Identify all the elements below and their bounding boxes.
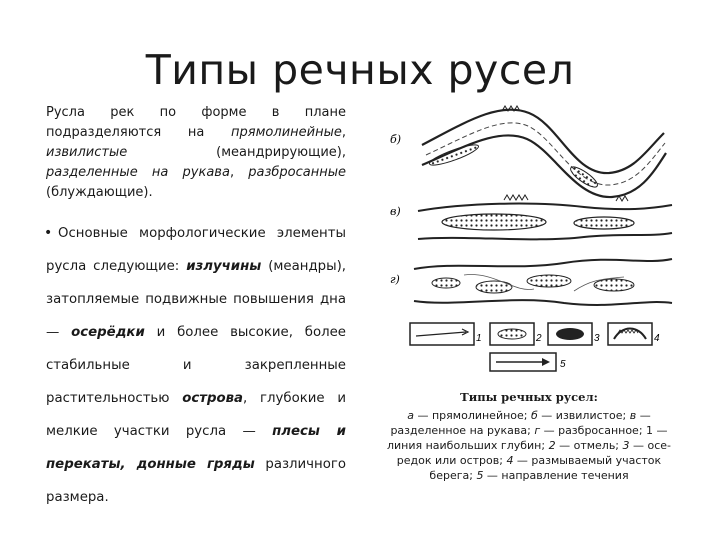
legend-3: 3: [594, 333, 600, 344]
legend-4: 4: [654, 333, 660, 344]
caption-letter: б: [531, 409, 538, 422]
bullet-text: (меандры), затопляемые подвижные повышения дна —: [46, 259, 347, 340]
branched-channel: [390, 195, 672, 239]
intro-text: (блуждающие).: [46, 185, 153, 200]
caption-number: 4: [506, 454, 514, 467]
caption-text: — разделенное на рукава;: [390, 409, 651, 437]
bullet-text: и более высокие, более стабильные и закрепленные растительностью: [46, 325, 346, 406]
term-straight: прямолинейные: [231, 125, 342, 140]
term-meanders: излучины: [186, 259, 262, 274]
caption-letter: г: [534, 424, 541, 437]
term-pools-riffles: плесы и перекаты, донные гряды: [46, 424, 347, 472]
label-b: б): [390, 133, 402, 146]
figure-caption-title: Типы речных русел:: [460, 390, 598, 404]
bullet-item: [46, 217, 346, 514]
bullet-paragraph: [46, 217, 346, 514]
intro-text: (меандрирующие),: [127, 145, 346, 160]
figure-caption: [384, 408, 674, 483]
text-column: [46, 103, 346, 514]
label-g: г): [390, 273, 400, 286]
river-channel-figure: [384, 103, 674, 375]
caption-number: 2: [548, 439, 556, 452]
caption-text: — осе-редок или остров;: [396, 439, 672, 467]
braided-channel: [390, 259, 672, 305]
term-branched: разделенные на рукава: [46, 165, 230, 180]
meandering-channel: [390, 106, 666, 201]
bullet-text: различного размера.: [46, 457, 346, 505]
bullet-text: , глубокие и мелкие участки русла —: [46, 391, 346, 439]
term-braided: разбросанные: [248, 165, 346, 180]
caption-number: 5: [476, 469, 484, 482]
figure-legend: [410, 323, 660, 371]
intro-paragraph: [46, 103, 346, 203]
label-v: в): [390, 205, 401, 218]
term-meandering: извилистые: [46, 145, 128, 160]
legend-5: 5: [560, 359, 566, 370]
caption-text: — размываемый участок берега;: [429, 454, 662, 482]
caption-number: 3: [622, 439, 630, 452]
legend-1: 1: [476, 333, 482, 344]
bullet-marker: •: [44, 225, 53, 241]
caption-text: — разбросанное; 1 — линия наибольших глубин;: [386, 424, 668, 452]
caption-text: — отмель;: [555, 439, 623, 452]
caption-letter: в: [629, 409, 637, 422]
bullet-text: Основные морфологические элементы русла следующие:: [46, 226, 346, 274]
term-shoals: осерёдки: [71, 325, 145, 340]
intro-text: ,: [229, 165, 249, 180]
caption-text: — прямолинейное;: [414, 409, 531, 422]
term-islands: острова: [182, 391, 244, 406]
page-title: Типы речных русел: [145, 46, 575, 94]
caption-text: — направление течения: [483, 469, 629, 482]
intro-text: Русла рек по форме в плане подразделяются на: [46, 105, 346, 140]
intro-text: ,: [341, 125, 346, 140]
legend-2: 2: [536, 333, 542, 344]
caption-text: — извилистое;: [537, 409, 630, 422]
caption-letter: а: [407, 409, 414, 422]
